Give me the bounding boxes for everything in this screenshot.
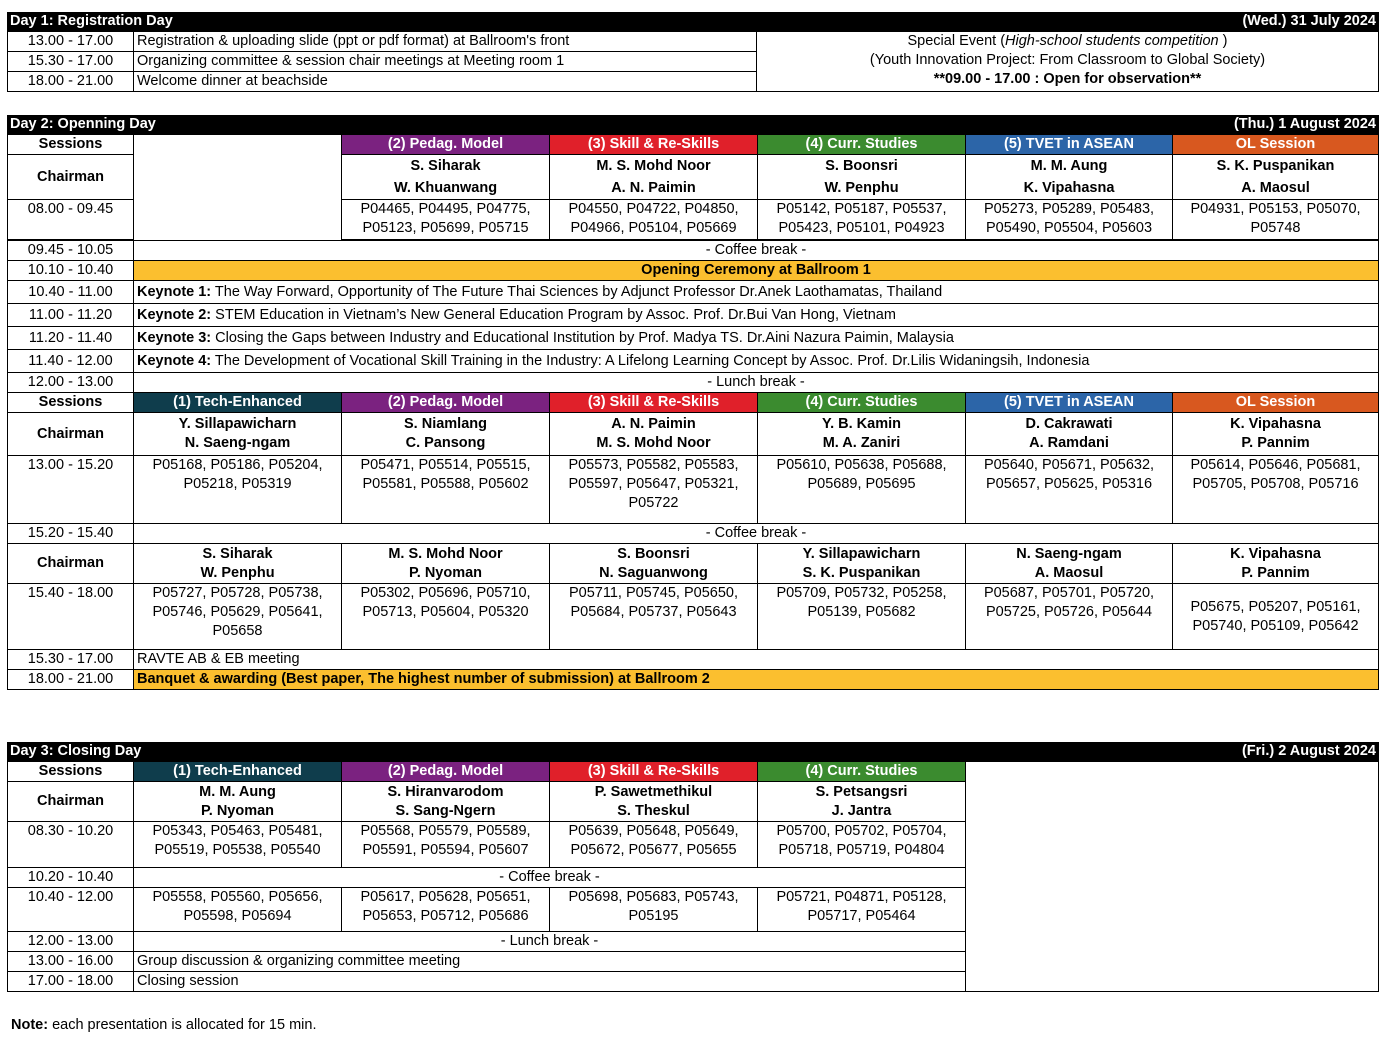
time-cell: 17.00 - 18.00 <box>8 972 134 992</box>
note-text: each presentation is allocated for 15 min. <box>48 1017 317 1033</box>
footnote <box>11 1017 316 1033</box>
paper-list: P05273, P05289, P05483, P05490, P05504, P05603 <box>966 200 1173 240</box>
closing-session: Closing session <box>134 972 966 992</box>
chair-cell: S. K. Puspanikan A. Maosul <box>1173 155 1379 200</box>
time-cell: 10.40 - 11.00 <box>8 281 134 304</box>
chairman-label: Chairman <box>8 413 134 456</box>
track-header: (1) Tech-Enhanced <box>134 762 342 782</box>
paper-list: P05727, P05728, P05738, P05746, P05629, P05641, P05658 <box>134 584 342 650</box>
keynote-row <box>134 281 1379 304</box>
day2-title: Day 2: Openning Day <box>10 116 156 132</box>
time-cell: 15.30 - 17.00 <box>8 52 134 72</box>
time-cell: 10.20 - 10.40 <box>8 868 134 888</box>
sessions-label: Sessions <box>8 393 134 413</box>
special-event-cell <box>757 32 1379 92</box>
chair-cell: S. Niamlang C. Pansong <box>342 413 550 456</box>
time-cell: 12.00 - 13.00 <box>8 932 134 952</box>
paper-list: P04465, P04495, P04775, P05123, P05699, P05715 <box>342 200 550 240</box>
track-header: OL Session <box>1173 393 1379 413</box>
time-cell: 15.40 - 18.00 <box>8 584 134 650</box>
chair-cell: D. Cakrawati A. Ramdani <box>966 413 1173 456</box>
day2-date: (Thu.) 1 August 2024 <box>1233 116 1376 132</box>
paper-list: P05639, P05648, P05649, P05672, P05677, P05655 <box>550 822 758 868</box>
day3-title: Day 3: Closing Day <box>10 743 142 759</box>
event-cell: Registration & uploading slide (ppt or pdf format) at Ballroom's front <box>134 32 757 52</box>
chair-cell: S. Boonsri W. Penphu <box>758 155 966 200</box>
chair-cell: Y. Sillapawicharn S. K. Puspanikan <box>758 544 966 584</box>
time-cell: 13.00 - 15.20 <box>8 456 134 524</box>
keynote-text: STEM Education in Vietnam’s New General Education Program by Assoc. Prof. Dr.Bui Van Hong, Vietnam <box>211 306 896 323</box>
day2-block <box>7 115 1379 690</box>
track-header: (3) Skill & Re-Skills <box>550 135 758 155</box>
chair-cell: S. Hiranvarodom S. Sang-Ngern <box>342 782 550 822</box>
chair-cell: M. M. Aung K. Vipahasna <box>966 155 1173 200</box>
note-label: Note: <box>11 1017 49 1033</box>
lunch-break: - Lunch break - <box>134 373 1379 393</box>
chair-cell: M. S. Mohd Noor P. Nyoman <box>342 544 550 584</box>
paper-list: P05302, P05696, P05710, P05713, P05604, P05320 <box>342 584 550 650</box>
paper-list: P05568, P05579, P05589, P05591, P05594, P05607 <box>342 822 550 868</box>
day1-table <box>7 31 1379 92</box>
time-cell: 12.00 - 13.00 <box>8 373 134 393</box>
paper-list: P05343, P05463, P05481, P05519, P05538, P05540 <box>134 822 342 868</box>
day1-title: Day 1: Registration Day <box>10 13 173 29</box>
chair-cell: Y. B. Kamin M. A. Zaniri <box>758 413 966 456</box>
event-cell: Welcome dinner at beachside <box>134 72 757 92</box>
time-cell: 11.20 - 11.40 <box>8 327 134 350</box>
paper-list: P05709, P05732, P05258, P05139, P05682 <box>758 584 966 650</box>
track-header: (2) Pedag. Model <box>342 393 550 413</box>
day2-header <box>7 115 1379 134</box>
time-cell: 08.30 - 10.20 <box>8 822 134 868</box>
paper-list: P05471, P05514, P05515, P05581, P05588, P05602 <box>342 456 550 524</box>
track-header: (5) TVET in ASEAN <box>966 135 1173 155</box>
track-header: (4) Curr. Studies <box>758 393 966 413</box>
track-header: (3) Skill & Re-Skills <box>550 393 758 413</box>
paper-list: P05558, P05560, P05656, P05598, P05694 <box>134 888 342 932</box>
keynote-row <box>134 304 1379 327</box>
chairman-label: Chairman <box>8 155 134 200</box>
chair-cell: P. Sawetmethikul S. Theskul <box>550 782 758 822</box>
time-cell: 09.45 - 10.05 <box>8 241 134 261</box>
lunch-break: - Lunch break - <box>134 932 966 952</box>
chair-cell: K. Vipahasna P. Pannim <box>1173 413 1379 456</box>
time-cell: 11.00 - 11.20 <box>8 304 134 327</box>
track-header: OL Session <box>1173 135 1379 155</box>
chair-cell: S. Boonsri N. Saguanwong <box>550 544 758 584</box>
empty-area <box>966 762 1379 992</box>
paper-list: P05610, P05638, P05688, P05689, P05695 <box>758 456 966 524</box>
chair-cell: Y. Sillapawicharn N. Saeng-ngam <box>134 413 342 456</box>
paper-list: P05573, P05582, P05583, P05597, P05647, P05321, P05722 <box>550 456 758 524</box>
paper-list: P05711, P05745, P05650, P05684, P05737, P05643 <box>550 584 758 650</box>
time-cell: 13.00 - 17.00 <box>8 32 134 52</box>
keynote-text: Closing the Gaps between Industry and Educational Institution by Prof. Madya TS. Dr.Aini Nazura Paimin, Malaysia <box>211 329 954 346</box>
paper-list: P05721, P04871, P05128, P05717, P05464 <box>758 888 966 932</box>
track-header: (4) Curr. Studies <box>758 135 966 155</box>
time-cell: 13.00 - 16.00 <box>8 952 134 972</box>
day2-table <box>7 134 1379 690</box>
chair-cell: S. Siharak W. Khuanwang <box>342 155 550 200</box>
coffee-break: - Coffee break - <box>134 868 966 888</box>
paper-list: P05617, P05628, P05651, P05653, P05712, P05686 <box>342 888 550 932</box>
sessions-label: Sessions <box>8 762 134 782</box>
paper-list: P05168, P05186, P05204, P05218, P05319 <box>134 456 342 524</box>
day3-block <box>7 742 1379 992</box>
time-cell: 08.00 - 09.45 <box>8 200 134 240</box>
paper-list: P05142, P05187, P05537, P05423, P05101, P04923 <box>758 200 966 240</box>
day1-header <box>7 12 1379 31</box>
special-event-line2: (Youth Innovation Project: From Classroom to Global Society) <box>869 52 1266 68</box>
keynote-label: Keynote 2: <box>137 306 212 323</box>
time-cell: 10.40 - 12.00 <box>8 888 134 932</box>
keynote-label: Keynote 4: <box>137 352 212 369</box>
event-cell: Organizing committee & session chair meetings at Meeting room 1 <box>134 52 757 72</box>
time-cell: 18.00 - 21.00 <box>8 72 134 92</box>
special-event-suffix: ) <box>1218 33 1228 49</box>
keynote-label: Keynote 1: <box>137 283 212 300</box>
paper-list: P05675, P05207, P05161, P05740, P05109, P05642 <box>1173 584 1379 650</box>
track-header: (2) Pedag. Model <box>342 135 550 155</box>
sessions-label: Sessions <box>8 135 134 155</box>
day3-table <box>7 761 1379 992</box>
coffee-break: - Coffee break - <box>134 524 1379 544</box>
chairman-label: Chairman <box>8 544 134 584</box>
keynote-row <box>134 350 1379 373</box>
opening-ceremony: Opening Ceremony at Ballroom 1 <box>134 261 1379 281</box>
time-cell: 18.00 - 21.00 <box>8 670 134 690</box>
ravte-meeting: RAVTE AB & EB meeting <box>134 650 1379 670</box>
track-header: (1) Tech-Enhanced <box>134 393 342 413</box>
chair-cell: S. Siharak W. Penphu <box>134 544 342 584</box>
time-cell: 15.20 - 15.40 <box>8 524 134 544</box>
track-header: (2) Pedag. Model <box>342 762 550 782</box>
day1-block <box>7 12 1379 92</box>
paper-list: P05640, P05671, P05632, P05657, P05625, P05316 <box>966 456 1173 524</box>
special-event-line3: **09.00 - 17.00 : Open for observation** <box>933 71 1202 87</box>
keynote-row <box>134 327 1379 350</box>
special-event-italic: High-school students competition <box>1005 33 1219 49</box>
keynote-text: The Development of Vocational Skill Training in the Industry: A Lifelong Learning Concept by Assoc. Prof. Dr.Lilis Widaningsih, Indonesia <box>211 352 1090 369</box>
paper-list: P05698, P05683, P05743, P05195 <box>550 888 758 932</box>
empty-track-cell <box>134 135 342 241</box>
special-event-prefix: Special Event ( <box>907 33 1006 49</box>
track-header: (3) Skill & Re-Skills <box>550 762 758 782</box>
day1-date: (Wed.) 31 July 2024 <box>1242 13 1376 29</box>
paper-list: P05700, P05702, P05704, P05718, P05719, P04804 <box>758 822 966 868</box>
group-discussion: Group discussion & organizing committee meeting <box>134 952 966 972</box>
track-header: (4) Curr. Studies <box>758 762 966 782</box>
paper-list: P05687, P05701, P05720, P05725, P05726, P05644 <box>966 584 1173 650</box>
paper-list: P04550, P04722, P04850, P04966, P05104, P05669 <box>550 200 758 240</box>
paper-list: P05614, P05646, P05681, P05705, P05708, P05716 <box>1173 456 1379 524</box>
banquet-row: Banquet & awarding (Best paper, The highest number of submission) at Ballroom 2 <box>134 670 1379 690</box>
chair-cell: K. Vipahasna P. Pannim <box>1173 544 1379 584</box>
chair-cell: S. Petsangsri J. Jantra <box>758 782 966 822</box>
time-cell: 10.10 - 10.40 <box>8 261 134 281</box>
keynote-label: Keynote 3: <box>137 329 212 346</box>
chair-cell: M. M. Aung P. Nyoman <box>134 782 342 822</box>
chairman-label: Chairman <box>8 782 134 822</box>
keynote-text: The Way Forward, Opportunity of The Future Thai Sciences by Adjunct Professor Dr.Anek Laothamatas, Thailand <box>211 283 943 300</box>
day3-date: (Fri.) 2 August 2024 <box>1241 743 1376 759</box>
chair-cell: A. N. Paimin M. S. Mohd Noor <box>550 413 758 456</box>
chair-cell: M. S. Mohd Noor A. N. Paimin <box>550 155 758 200</box>
track-header: (5) TVET in ASEAN <box>966 393 1173 413</box>
time-cell: 11.40 - 12.00 <box>8 350 134 373</box>
chair-cell: N. Saeng-ngam A. Maosul <box>966 544 1173 584</box>
coffee-break: - Coffee break - <box>134 241 1379 261</box>
day3-header <box>7 742 1379 761</box>
time-cell: 15.30 - 17.00 <box>8 650 134 670</box>
paper-list: P04931, P05153, P05070, P05748 <box>1173 200 1379 240</box>
